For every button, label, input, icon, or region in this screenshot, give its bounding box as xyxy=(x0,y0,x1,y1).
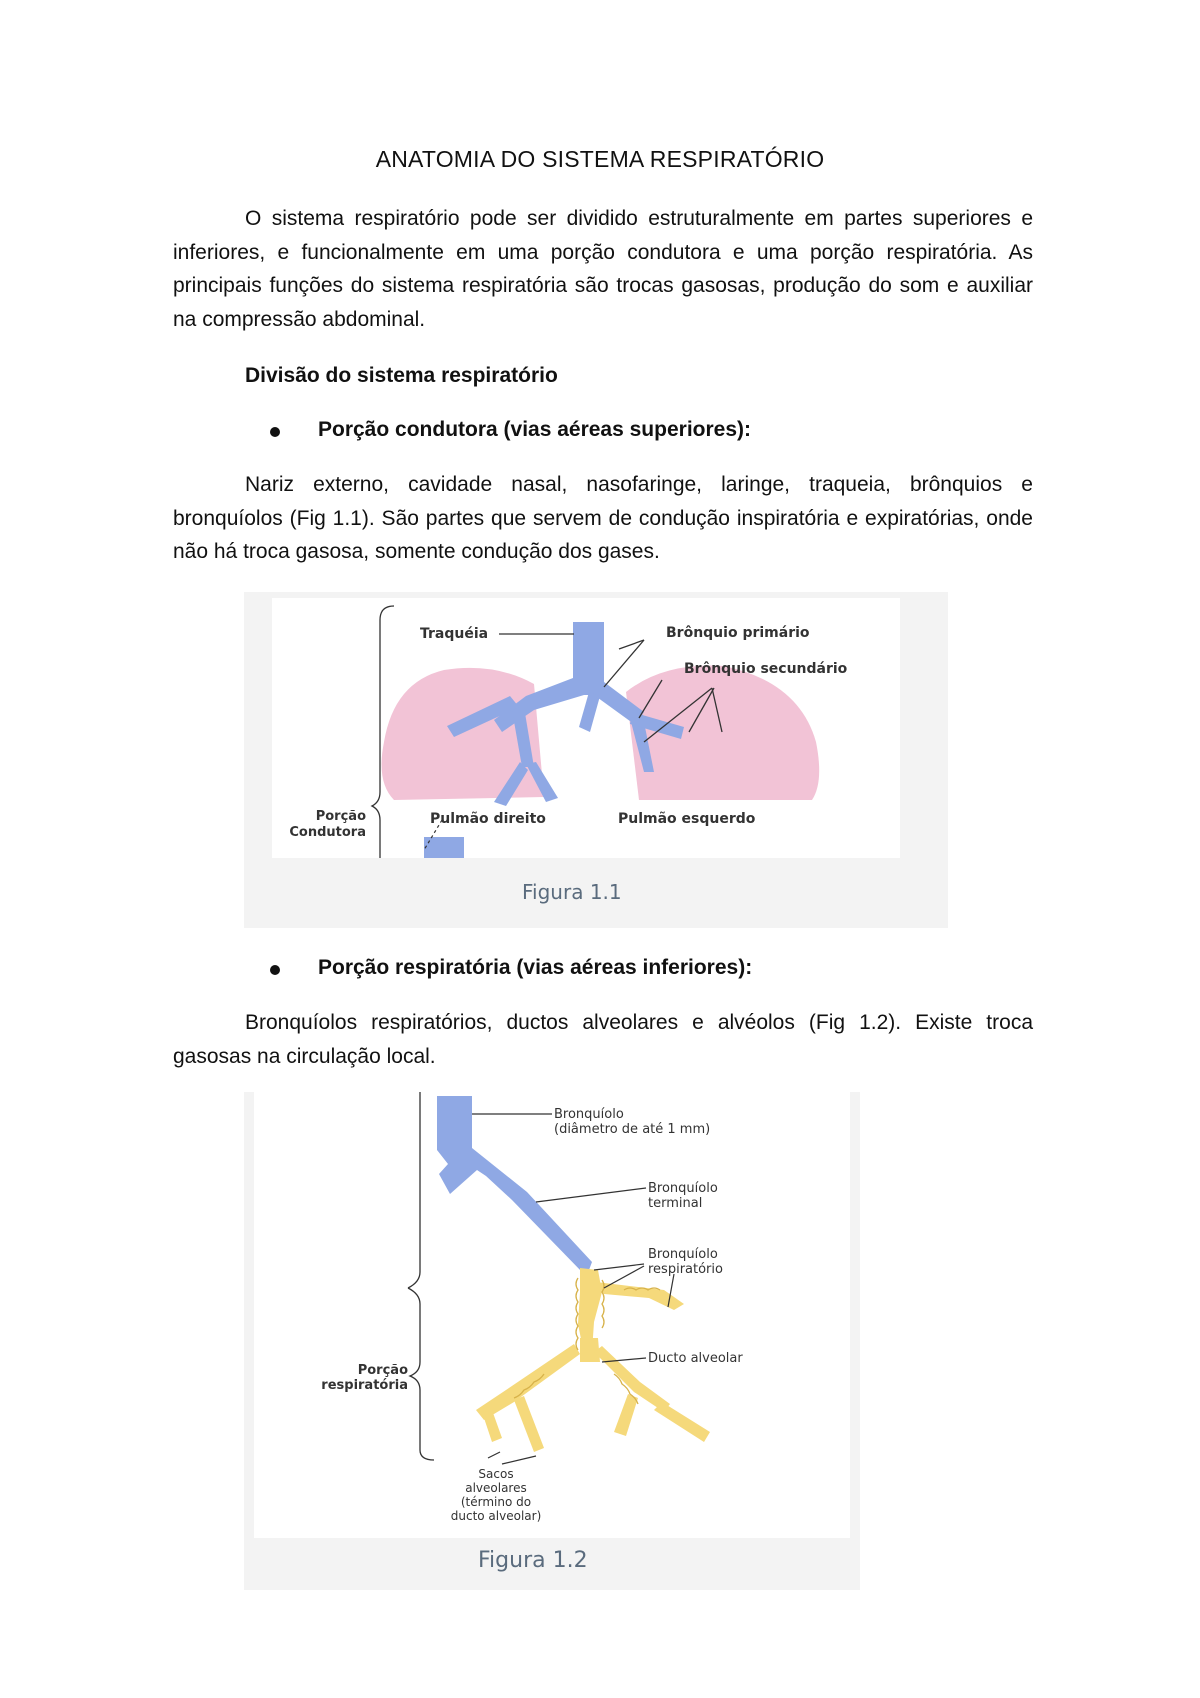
label-portion-2: respiratória xyxy=(321,1378,408,1393)
label-secondary-bronchus: Brônquio secundário xyxy=(684,661,848,677)
document-title: ANATOMIA DO SISTEMA RESPIRATÓRIO xyxy=(375,146,825,172)
conducting-paragraph: Nariz externo, cavidade nasal, nasofaringe, laringe, traqueia, brônquios e bronquíolos (Fig 1.1). São partes que servem de condução inspiratória e expiratórias, onde não há troca gasosa, somente condução dos gases. xyxy=(173,473,1033,563)
label-portion-1: Porção xyxy=(357,1363,408,1378)
figure-1-2-caption: Figura 1.2 xyxy=(478,1548,588,1573)
label-terminal-1: Bronquíolo xyxy=(648,1181,718,1196)
label-terminal-2: terminal xyxy=(648,1196,703,1211)
respiratory-paragraph: Bronquíolos respiratórios, ductos alveolares e alvéolos (Fig 1.2). Existe troca gasosas na circulação local. xyxy=(173,1011,1033,1068)
label-left-lung: Pulmão esquerdo xyxy=(618,811,756,827)
figure-1-1 xyxy=(244,592,948,928)
bullet-respiratory-text: Porção respiratória (vias aéreas inferiores): xyxy=(318,956,753,979)
label-bronchiole-2: (diâmetro de até 1 mm) xyxy=(554,1122,711,1137)
figure-1-2-illustration xyxy=(244,1092,860,1590)
label-primary-bronchus: Brônquio primário xyxy=(666,625,810,641)
label-portion-2: Condutora xyxy=(289,825,366,840)
label-trachea: Traquéia xyxy=(420,626,489,642)
label-resp-bronchiole-2: respiratório xyxy=(648,1262,723,1277)
bullet-conducting-text: Porção condutora (vias aéreas superiores): xyxy=(318,418,751,441)
label-sacs-1: Sacos xyxy=(478,1467,514,1481)
figure-1-1-caption: Figura 1.1 xyxy=(522,880,622,904)
label-alveolar-duct: Ducto alveolar xyxy=(648,1351,743,1366)
intro-paragraph: O sistema respiratório pode ser dividido estruturalmente em partes superiores e inferiores, e funcionalmente em uma porção condutora e uma porção respiratória. As principais funções do sistema respiratória são trocas gasosas, produção do som e auxiliar na compressão abdominal. xyxy=(173,207,1033,331)
label-resp-bronchiole-1: Bronquíolo xyxy=(648,1247,718,1262)
label-sacs-3: (término do xyxy=(460,1495,532,1509)
section-heading: Divisão do sistema respiratório xyxy=(245,364,558,387)
bullet-dot-icon xyxy=(270,965,280,975)
bullet-dot-icon xyxy=(270,427,280,437)
label-sacs-2: alveolares xyxy=(465,1481,527,1495)
label-bronchiole-1: Bronquíolo xyxy=(554,1107,624,1122)
label-sacs-4: ducto alveolar) xyxy=(450,1509,542,1523)
label-right-lung: Pulmão direito xyxy=(430,811,546,827)
label-portion-1: Porção xyxy=(315,809,366,824)
figure-1-1-illustration xyxy=(244,592,948,928)
figure-1-2 xyxy=(244,1092,860,1590)
